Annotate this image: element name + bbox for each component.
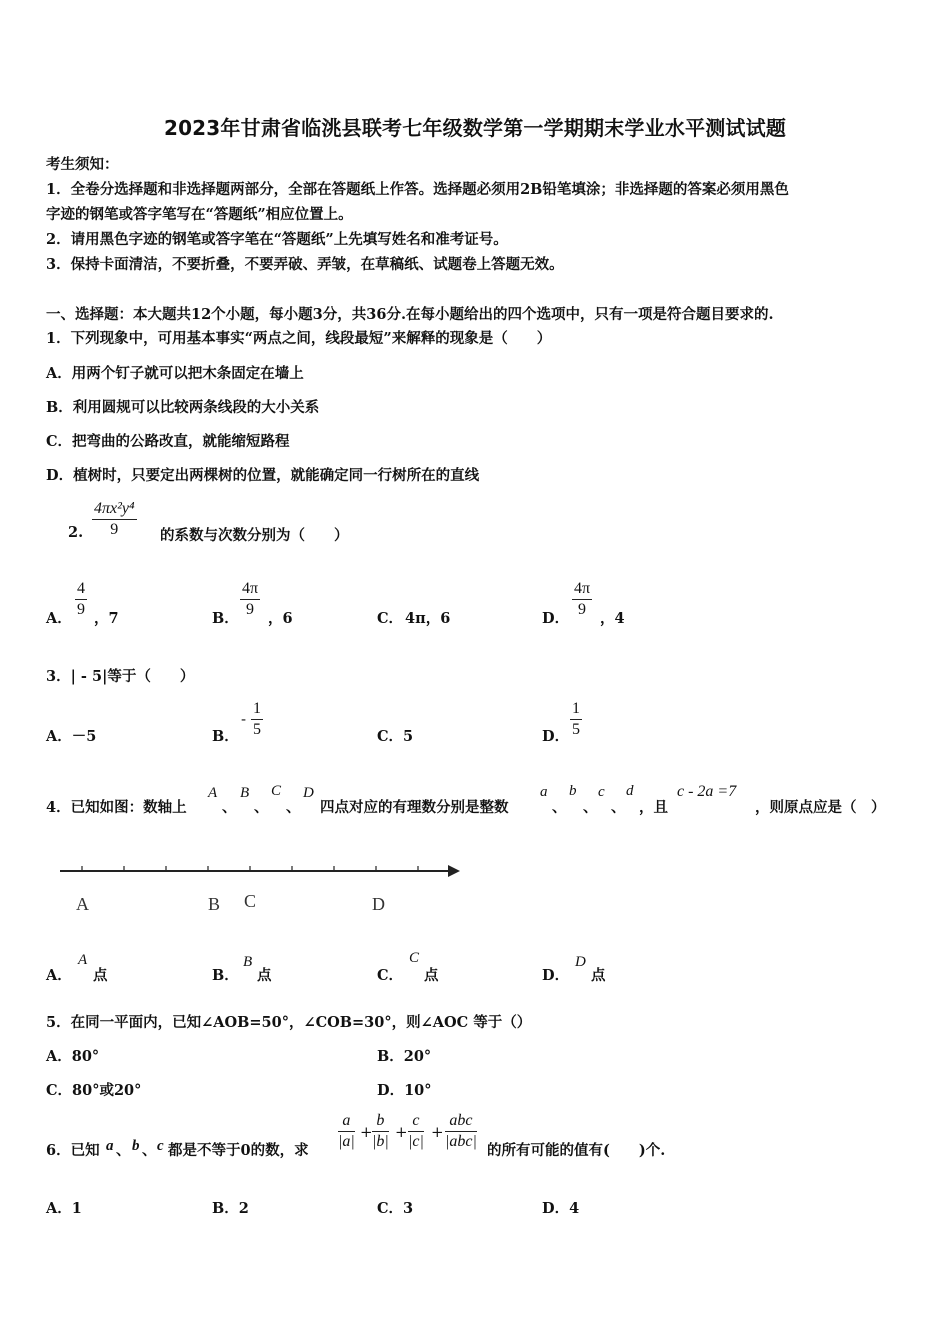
- q5-stem: 5．在同一平面内，已知∠AOB=50°，∠COB=30°，则∠AOC 等于（）: [46, 1014, 532, 1031]
- q6-plus-3: +: [431, 1123, 444, 1141]
- q4-var-c: c: [598, 784, 605, 800]
- q2-option-b-denominator: 9: [246, 601, 255, 618]
- q2-option-b-numerator: 4π: [240, 580, 260, 600]
- q3-option-d-denominator: 5: [572, 721, 580, 738]
- q4-sep-6: 、: [611, 799, 626, 816]
- notice-item-1-line-2: 字迹的钢笔或答字笔写在“答题纸”相应位置上。: [46, 206, 353, 223]
- q2-option-a-label[interactable]: A．: [46, 610, 72, 627]
- q2-option-d-numerator: 4π: [572, 580, 592, 600]
- q6-fraction-4-denominator: |abc|: [445, 1133, 477, 1150]
- q6-option-a[interactable]: A．1: [46, 1200, 82, 1217]
- q2-option-c-text: 4π，6: [405, 610, 451, 627]
- number-line-arrow: [448, 865, 460, 877]
- number-line-label-d: D: [372, 894, 385, 914]
- q6-option-c[interactable]: C．3: [377, 1200, 414, 1217]
- q4-stem-part-4: ，则原点应是（ ）: [755, 799, 886, 816]
- q6-option-b[interactable]: B．2: [212, 1200, 249, 1217]
- q4-sep-4: 、: [552, 799, 567, 816]
- q4-option-b-label[interactable]: B．: [212, 967, 239, 984]
- q4-stem-part-2: 四点对应的有理数分别是整数: [320, 799, 509, 816]
- q4-option-b-var: B: [243, 954, 253, 970]
- notice-item-2: 2．请用黑色字迹的钢笔或答字笔在“答题纸”上先填写姓名和准考证号。: [46, 231, 508, 248]
- q2-expression: [92, 500, 137, 539]
- q4-equation: c - 2a =7: [677, 783, 737, 800]
- q4-option-d-tail: 点: [591, 967, 606, 984]
- q6-plus-2: +: [395, 1123, 408, 1141]
- q6-fraction-4-numerator: abc: [445, 1112, 477, 1132]
- q4-option-a-var: A: [78, 952, 88, 968]
- number-line: [56, 858, 466, 888]
- q6-fraction-2-numerator: b: [372, 1112, 389, 1132]
- q2-option-a-numerator: 4: [75, 580, 87, 600]
- q1-option-b[interactable]: B．利用圆规可以比较两条线段的大小关系: [46, 399, 320, 416]
- q6-var-c: c: [157, 1138, 164, 1154]
- q6-sep-1: 、: [116, 1142, 131, 1159]
- q4-sep-5: 、: [583, 799, 598, 816]
- q4-sep-1: 、: [222, 799, 237, 816]
- q6-fraction-2-denominator: |b|: [372, 1133, 389, 1150]
- q2-option-b-fraction: [240, 580, 260, 619]
- q4-option-a-label[interactable]: A．: [46, 967, 72, 984]
- q3-option-b-sign: -: [241, 710, 247, 728]
- q6-var-b: b: [132, 1138, 140, 1154]
- q4-stem-part-3: ，且: [639, 799, 668, 816]
- q4-point-c: C: [271, 783, 282, 799]
- q4-point-b: B: [240, 785, 250, 801]
- q2-option-d-denominator: 9: [578, 601, 587, 618]
- q2-option-b-label[interactable]: B．: [212, 610, 239, 627]
- q4-option-a-tail: 点: [93, 967, 108, 984]
- q3-option-a[interactable]: A．－5: [46, 728, 97, 745]
- q3-option-b-fraction: [251, 700, 263, 739]
- q4-option-c-var: C: [409, 950, 420, 966]
- number-line-label-b: B: [208, 894, 221, 914]
- q4-option-d-label[interactable]: D．: [542, 967, 570, 984]
- q6-option-d[interactable]: D．4: [542, 1200, 580, 1217]
- q5-option-b[interactable]: B．20°: [377, 1048, 432, 1065]
- q6-var-a: a: [106, 1138, 114, 1154]
- q5-option-d[interactable]: D．10°: [377, 1082, 432, 1099]
- q1-stem: 1．下列现象中，可用基本事实“两点之间，线段最短”来解释的现象是（ ）: [46, 330, 552, 347]
- q4-point-d: D: [303, 785, 314, 801]
- q2-number: 2.: [68, 524, 84, 541]
- q3-option-b-numerator: 1: [251, 700, 263, 720]
- q2-option-d-tail: ，4: [600, 610, 625, 627]
- q6-fraction-4: [445, 1112, 477, 1151]
- q5-option-a[interactable]: A．80°: [46, 1048, 100, 1065]
- q6-stem-mid: 都是不等于0的数，求: [168, 1142, 309, 1159]
- q4-option-d-var: D: [575, 954, 586, 970]
- number-line-label-c: C: [244, 891, 257, 911]
- q6-fraction-3-denominator: |c|: [408, 1133, 424, 1150]
- q2-option-a-tail: ，7: [94, 610, 119, 627]
- q4-stem-part-1: 4．已知如图：数轴上: [46, 799, 187, 816]
- q4-var-b: b: [569, 783, 577, 799]
- q6-stem-post: 的所有可能的值有( )个.: [487, 1142, 666, 1159]
- q6-sep-2: 、: [142, 1142, 157, 1159]
- q6-fraction-1: [338, 1112, 355, 1151]
- q1-option-d[interactable]: D．植树时，只要定出两棵树的位置，就能确定同一行树所在的直线: [46, 467, 480, 484]
- q3-option-d-numerator: 1: [570, 700, 582, 720]
- section-header: 一、选择题：本大题共12个小题，每小题3分，共36分.在每小题给出的四个选项中，只有一项是符合题目要求的.: [46, 306, 774, 323]
- page-title: 2023年甘肃省临洮县联考七年级数学第一学期期末学业水平测试试题: [163, 116, 787, 140]
- q4-option-c-label[interactable]: C．: [377, 967, 404, 984]
- number-line-label-a: A: [76, 894, 89, 914]
- q4-sep-2: 、: [254, 799, 269, 816]
- q2-option-d-fraction: [572, 580, 592, 619]
- notice-item-3: 3．保持卡面清洁，不要折叠，不要弄破、弄皱，在草稿纸、试题卷上答题无效。: [46, 256, 564, 273]
- q4-option-c-tail: 点: [424, 967, 439, 984]
- notice-item-1-line-1: 1．全卷分选择题和非选择题两部分，全部在答题纸上作答。选择题必须用2B铅笔填涂；非选择题的答案必须用黑色: [46, 181, 789, 198]
- q3-option-b-label[interactable]: B．: [212, 728, 239, 745]
- q2-expression-denominator: 9: [110, 521, 119, 538]
- q3-option-d-fraction: [570, 700, 582, 739]
- q2-option-c-label[interactable]: C．: [377, 610, 404, 627]
- q6-stem-pre: 6．已知: [46, 1142, 100, 1159]
- q2-expression-numerator: 4πx²y⁴: [92, 500, 137, 520]
- notice-heading: 考生须知：: [46, 156, 119, 173]
- q6-fraction-1-denominator: |a|: [338, 1133, 355, 1150]
- q4-point-a: A: [208, 785, 218, 801]
- q1-option-a[interactable]: A．用两个钉子就可以把木条固定在墙上: [46, 365, 304, 382]
- q4-var-d: d: [626, 783, 634, 799]
- q6-fraction-3: [408, 1112, 424, 1151]
- q2-stem: 的系数与次数分别为（ ）: [160, 527, 349, 544]
- q2-option-a-denominator: 9: [77, 601, 85, 618]
- q6-fraction-2: [372, 1112, 389, 1151]
- q2-option-d-label[interactable]: D．: [542, 610, 570, 627]
- q6-plus-1: +: [360, 1123, 373, 1141]
- q3-option-c[interactable]: C．5: [377, 728, 414, 745]
- q6-fraction-3-numerator: c: [408, 1112, 424, 1132]
- q2-option-b-tail: ，6: [268, 610, 293, 627]
- q3-option-b-denominator: 5: [253, 721, 261, 738]
- q6-fraction-1-numerator: a: [338, 1112, 355, 1132]
- q2-option-a-fraction: [75, 580, 87, 619]
- q5-option-c[interactable]: C．80°或20°: [46, 1082, 142, 1099]
- q4-var-a: a: [540, 784, 548, 800]
- q1-option-c[interactable]: C．把弯曲的公路改直，就能缩短路程: [46, 433, 290, 450]
- q4-option-b-tail: 点: [257, 967, 272, 984]
- q4-sep-3: 、: [286, 799, 301, 816]
- q3-option-d-label[interactable]: D．: [542, 728, 570, 745]
- q3-stem: 3．| - 5|等于（ ）: [46, 668, 195, 685]
